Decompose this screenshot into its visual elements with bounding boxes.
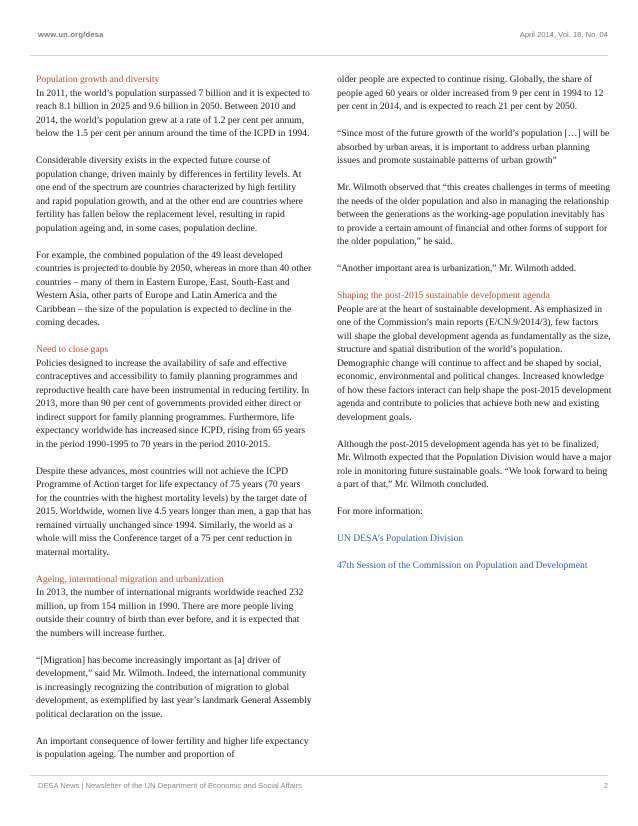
paragraph: An important consequence of lower fertility and higher life expectancy is population ageing. The number and proportion of [36,735,309,760]
paragraph: Considerable diversity exists in the expected future course of population change, driven mainly by differences in fertility levels. At one end of the spectrum are countries characterized by high fertility and rapid population growth, and at the other end are countries where fertility has fallen below the replacement level, resulting in rapid population ageing and, in some cases, population decline. [36,155,303,234]
paragraph: In 2013, the number of international migrants worldwide reached 232 million, up from 154 million in 1990. There are more people living outside their country of birth than ever before, and it is expected that the numbers will increase further. [36,587,304,639]
section-ageing-migration [36,573,312,641]
section-population-growth [36,73,312,141]
paragraph: Despite these advances, most countries will not achieve the ICPD Programme of Action target for life expectancy of 75 years (70 years for the countries with the highest mortality levels) by the target date of 2015. Worldwide, women live 4.5 years longer than men, a gap that has remained virtually unchanged since 1994. Similarly, the world as a whole will miss the Conference target of a 75 per cent reduction in maternal mortality. [36,465,312,558]
population-division-link[interactable]: UN DESA’s Population Division [337,533,464,544]
commission-session-link[interactable]: 47th Session of the Commission on Population and Development [337,560,588,571]
footer-text: DESA News | Newsletter of the UN Department of Economic and Social Affairs [38,781,302,790]
paragraph: For example, the combined population of the 49 least developed countries is projected to double by 2050, whereas in more than 40 other countries – many of them in Eastern Europe, East, South-East and Western Asia, other parts of Europe and Latin America and the Caribbean – the size of the population is expected to decline in the coming decades. [36,249,312,328]
page-footer [38,781,608,790]
pull-quote: “Since most of the future growth of the world’s population […] will be absorbed by urban areas, it is important to address urban planning issues and promote sustainable patterns of urban growth” [337,128,610,166]
paragraph: Although the post-2015 development agenda has yet to be finalized, Mr. Wilmoth expected that the Population Division would have a major role in monitoring future sustainable goals. “We look forward to being a part of that,” Mr. Wilmoth concluded. [337,438,612,490]
footer-divider [30,775,608,776]
page-header [38,30,608,46]
section-post-2015 [337,289,613,424]
paragraph: Mr. Wilmoth observed that “this creates challenges in terms of meeting the needs of the older population and also in managing the relationship between the generations as the working-age population inevitably has to provide a certain amount of financial and other forms of support for the older population,” he said. [337,182,611,247]
paragraph: Policies designed to increase the availability of safe and effective contraceptives and accessibility to family planning programmes and reproductive health care have been instrumental in reducing fertility. In 2013, more than 90 per cent of governments provided either direct or indirect support for family planning programmes. Furthermore, life expectancy worldwide has increased since ICPD, rising from 65 years in the period 1990-1995 to 70 years in the period 2010-2015. [36,357,310,450]
paragraph: People are at the heart of sustainable development. As emphasized in one of the Commission’s main reports (E/CN.9/2014/3), few factors will shape the global development agenda as fundamentally as the size, structure and spatial distribution of the world’s population. Demographic change will continue to affect and be shaped by social, economic, environmental and political changes. Increased knowledge of how these factors interact can help shape the post-2015 development agenda and contribute to policies that achieve both new and existing development goals. [337,303,612,423]
section-close-gaps [36,343,312,451]
paragraph: “[Migration] has become increasingly important as [a] driver of development,” said Mr. Wilmoth. Indeed, the international community is increasingly recognizing the contribution of migration to global development, as exemplified by last year’s landmark General Assembly political declaration on the issue. [36,654,312,720]
section-heading: Ageing, international migration and urbanization [36,573,224,585]
paragraph: older people are expected to continue rising. Globally, the share of people aged 60 years or older increased from 9 per cent in 1994 to 12 per cent in 2014, and is expected to reach 21 per cent by 2050. [337,74,604,112]
paragraph: In 2011, the world’s population surpassed 7 billion and it is expected to reach 8.1 billion in 2025 and 9.6 billion in 2050. Between 2010 and 2014, the world’s population grew at a rate of 1.2 per cent per annum, below the 1.5 per cent per annum around the time of the ICPD in 1994. [36,87,310,139]
issue-info: April 2014, Vol. 18, No. 04 [519,30,608,39]
right-column [337,73,613,586]
site-url[interactable]: www.un.org/desa [38,30,104,39]
left-column [36,73,312,775]
page-number: 2 [603,781,608,790]
section-heading: Need to close gaps [36,344,109,355]
section-heading: Shaping the post-2015 sustainable development agenda [337,290,550,301]
header-divider [30,55,608,56]
section-heading: Population growth and diversity [36,74,160,85]
paragraph: “Another important area is urbanization,” Mr. Wilmoth added. [337,263,577,274]
more-info-label: For more information: [337,506,423,517]
